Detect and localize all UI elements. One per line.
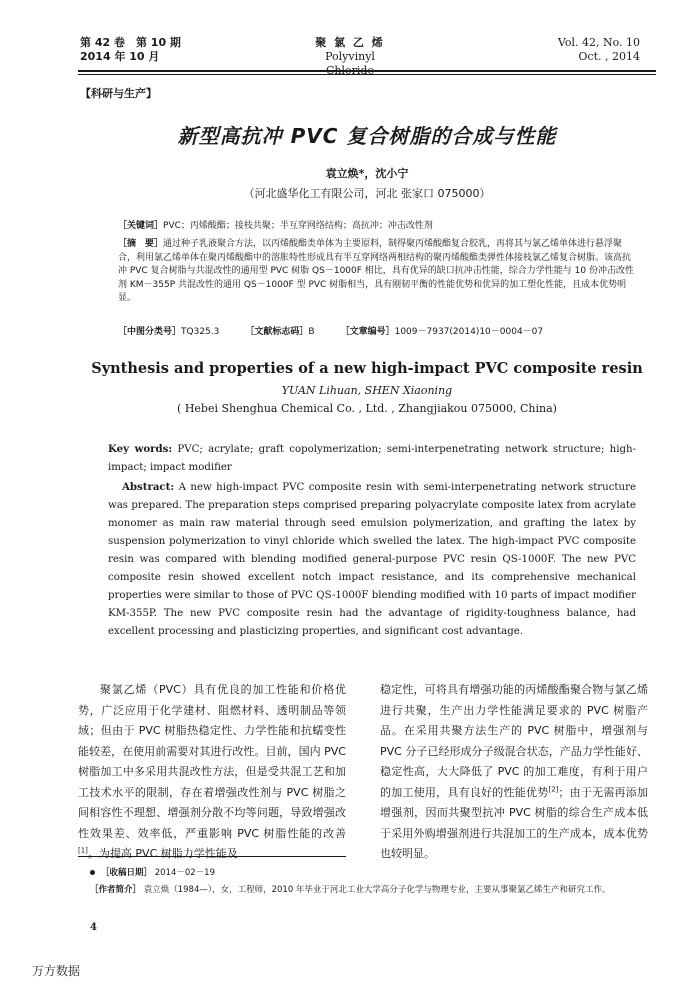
abstract-en-label: Abstract: [122, 481, 175, 493]
keywords-cn-text: PVC；丙烯酸酯；接枝共聚；半互穿网络结构；高抗冲；冲击改性剂 [163, 221, 433, 231]
body-column-right [380, 680, 648, 865]
article-number-label: ［文章编号］ [340, 327, 395, 337]
header-volume-cn [80, 36, 181, 64]
received-label: ［收稿日期］ [101, 868, 153, 878]
abstract-en-text: A new high-impact PVC composite resin with semi-interpenetrating network structure was prepared. The preparation steps comprised preparing polyacrylate composite latex from acrylate monomer as main raw material through seed emulsion polymerization, and grafting the latex by suspension polymerization to vinyl chloride which swelled the latex. The high-impact PVC composite resin was compared with blending modified general-purpose PVC resin QS-1000F. The new PVC composite resin showed excellent notch impact resistance, and its comprehensive mechanical properties were similar to those of PVC QS-1000F blending modified with 10 parts of impact modifier KM-355P. The new PVC composite resin had the advantage of rigidity-toughness balance, had excellent processing and plasticizing properties, and significant cost advantage. [108, 482, 636, 637]
watermark: 万方数据 [32, 964, 81, 978]
volume-issue-en: Vol. 42, No. 10 [557, 36, 640, 49]
abstract-cn-label: ［摘 要］ [118, 239, 164, 249]
doc-code-label: ［文献标志码］ [245, 327, 309, 337]
authors-cn: 袁立焕*，沈小宁 [325, 167, 409, 180]
keywords-en-label: Key words: [108, 443, 173, 455]
date-en: Oct. , 2014 [578, 50, 640, 63]
body-left-tail: 。为提高 PVC 树脂力学性能及 [87, 847, 238, 860]
clc-value: TQ325.3 [181, 327, 220, 337]
journal-name-cn: 聚 氯 乙 烯 [315, 36, 385, 49]
date-cn: 2014 年 10 月 [80, 50, 160, 63]
journal-name-en: Polyvinyl Chloride [325, 50, 375, 77]
reference-2[interactable]: [2] [548, 784, 559, 793]
author-bio-text: 袁立焕（1984—），女，工程师，2010 年毕业于河北工业大学高分子化学与物理专业，主要从事聚氯乙烯生产和研究工作。 [143, 885, 611, 895]
header-volume-en [558, 36, 640, 64]
paper-title-cn: 新型高抗冲 PVC 复合树脂的合成与性能 [177, 124, 557, 148]
classification-cn [118, 326, 638, 340]
author-bio-label: ［作者简介］ [90, 885, 142, 895]
keywords-cn-label: ［关键词］ [118, 221, 164, 231]
section-label: 【科研与生产】 [80, 87, 157, 100]
body-column-left [78, 680, 346, 865]
page-number: 4 [90, 922, 97, 933]
body-right-text-b: ；由于无需再添加增强剂，因而共聚型抗冲 PVC 树脂的综合生产成本低于采用外购增强剂进行共混加工的生产成本，成本优势也较明显。 [380, 785, 649, 860]
abstract-cn-text: 通过种子乳液聚合方法，以丙烯酸酯类单体为主要原料，制得聚丙烯酸酯复合胶乳，再将其与氯乙烯单体进行悬浮聚合，利用氯乙烯单体在聚丙烯酸酯中的溶胀特性形成具有半互穿网络两相结构的聚丙烯酸酯类弹性体接枝氯乙烯复合树脂。该高抗冲 PVC 复合树脂与共混改性的通用型 PVC 树脂 QS－1000F 相比，具有优异的缺口抗冲击性能，综合力学性能与 10 份冲击改性剂 KM－355P 共混改性的通用 QS－1000F 型 PVC 树脂相当，具有刚韧平衡的性能优势和优异的加工塑化性能，且成本优势明显。 [118, 239, 634, 303]
article-number-value: 1009－7937(2014)10－0004－07 [394, 327, 544, 337]
keywords-en-text: PVC; acrylate; graft copolymerization; semi-interpenetrating network structure; high-impact; impact modifier [108, 444, 636, 473]
doc-code-value: B [308, 327, 315, 337]
abstract-en [108, 478, 636, 641]
bullet-icon [90, 870, 95, 875]
keywords-cn [118, 220, 638, 234]
paper-title-en: Synthesis and properties of a new high-impact PVC composite resin [91, 360, 643, 377]
keywords-en [108, 440, 636, 477]
body-right-text-a: 稳定性，可将具有增强功能的丙烯酸酯聚合物与氯乙烯进行共聚，生产出力学性能满足要求的 PVC 树脂产品。在采用共聚方法生产的 PVC 树脂中，增强剂与 PVC 分子已经形成分子级混合状态，产品力学性能好、稳定性高，大大降低了 PVC 的加工难度，有利于用户的加工使用，具有良好的性能优势 [380, 683, 648, 799]
clc-label: ［中图分类号］ [118, 327, 182, 337]
reference-1[interactable]: [1] [78, 846, 88, 855]
footnote-author [90, 884, 656, 897]
abstract-cn [118, 238, 638, 306]
affiliation-en: ( Hebei Shenghua Chemical Co. , Ltd. , Zhangjiakou 075000, China) [177, 402, 557, 415]
affiliation-cn: （河北盛华化工有限公司，河北 张家口 075000） [243, 187, 491, 200]
header-rule [78, 70, 656, 72]
body-left-text: 聚氯乙烯（PVC）具有优良的加工性能和价格优势，广泛应用于化学建材、阻燃材料、透明制品等领域；但由于 PVC 树脂热稳定性、力学性能和抗蠕变性能较差，在使用前需要对其进行改性。目前，国内 PVC 树脂加工中多采用共混改性方法，但是受共混工艺和加工技术水平的限制，存在着增强改性剂与 PVC 树脂之间相容性不理想、增强剂分散不均等问题，导致增强改性效果差、效率低，严重影响 PVC 树脂性能的改善 [78, 683, 346, 840]
authors-en: YUAN Lihuan, SHEN Xiaoning [281, 384, 453, 397]
volume-issue-cn: 第 42 卷 第 10 期 [80, 36, 181, 49]
footnote-rule [78, 856, 346, 857]
footnote-received [90, 867, 656, 880]
received-date: 2014－02－19 [154, 868, 215, 878]
header-rule-thin [78, 74, 656, 75]
